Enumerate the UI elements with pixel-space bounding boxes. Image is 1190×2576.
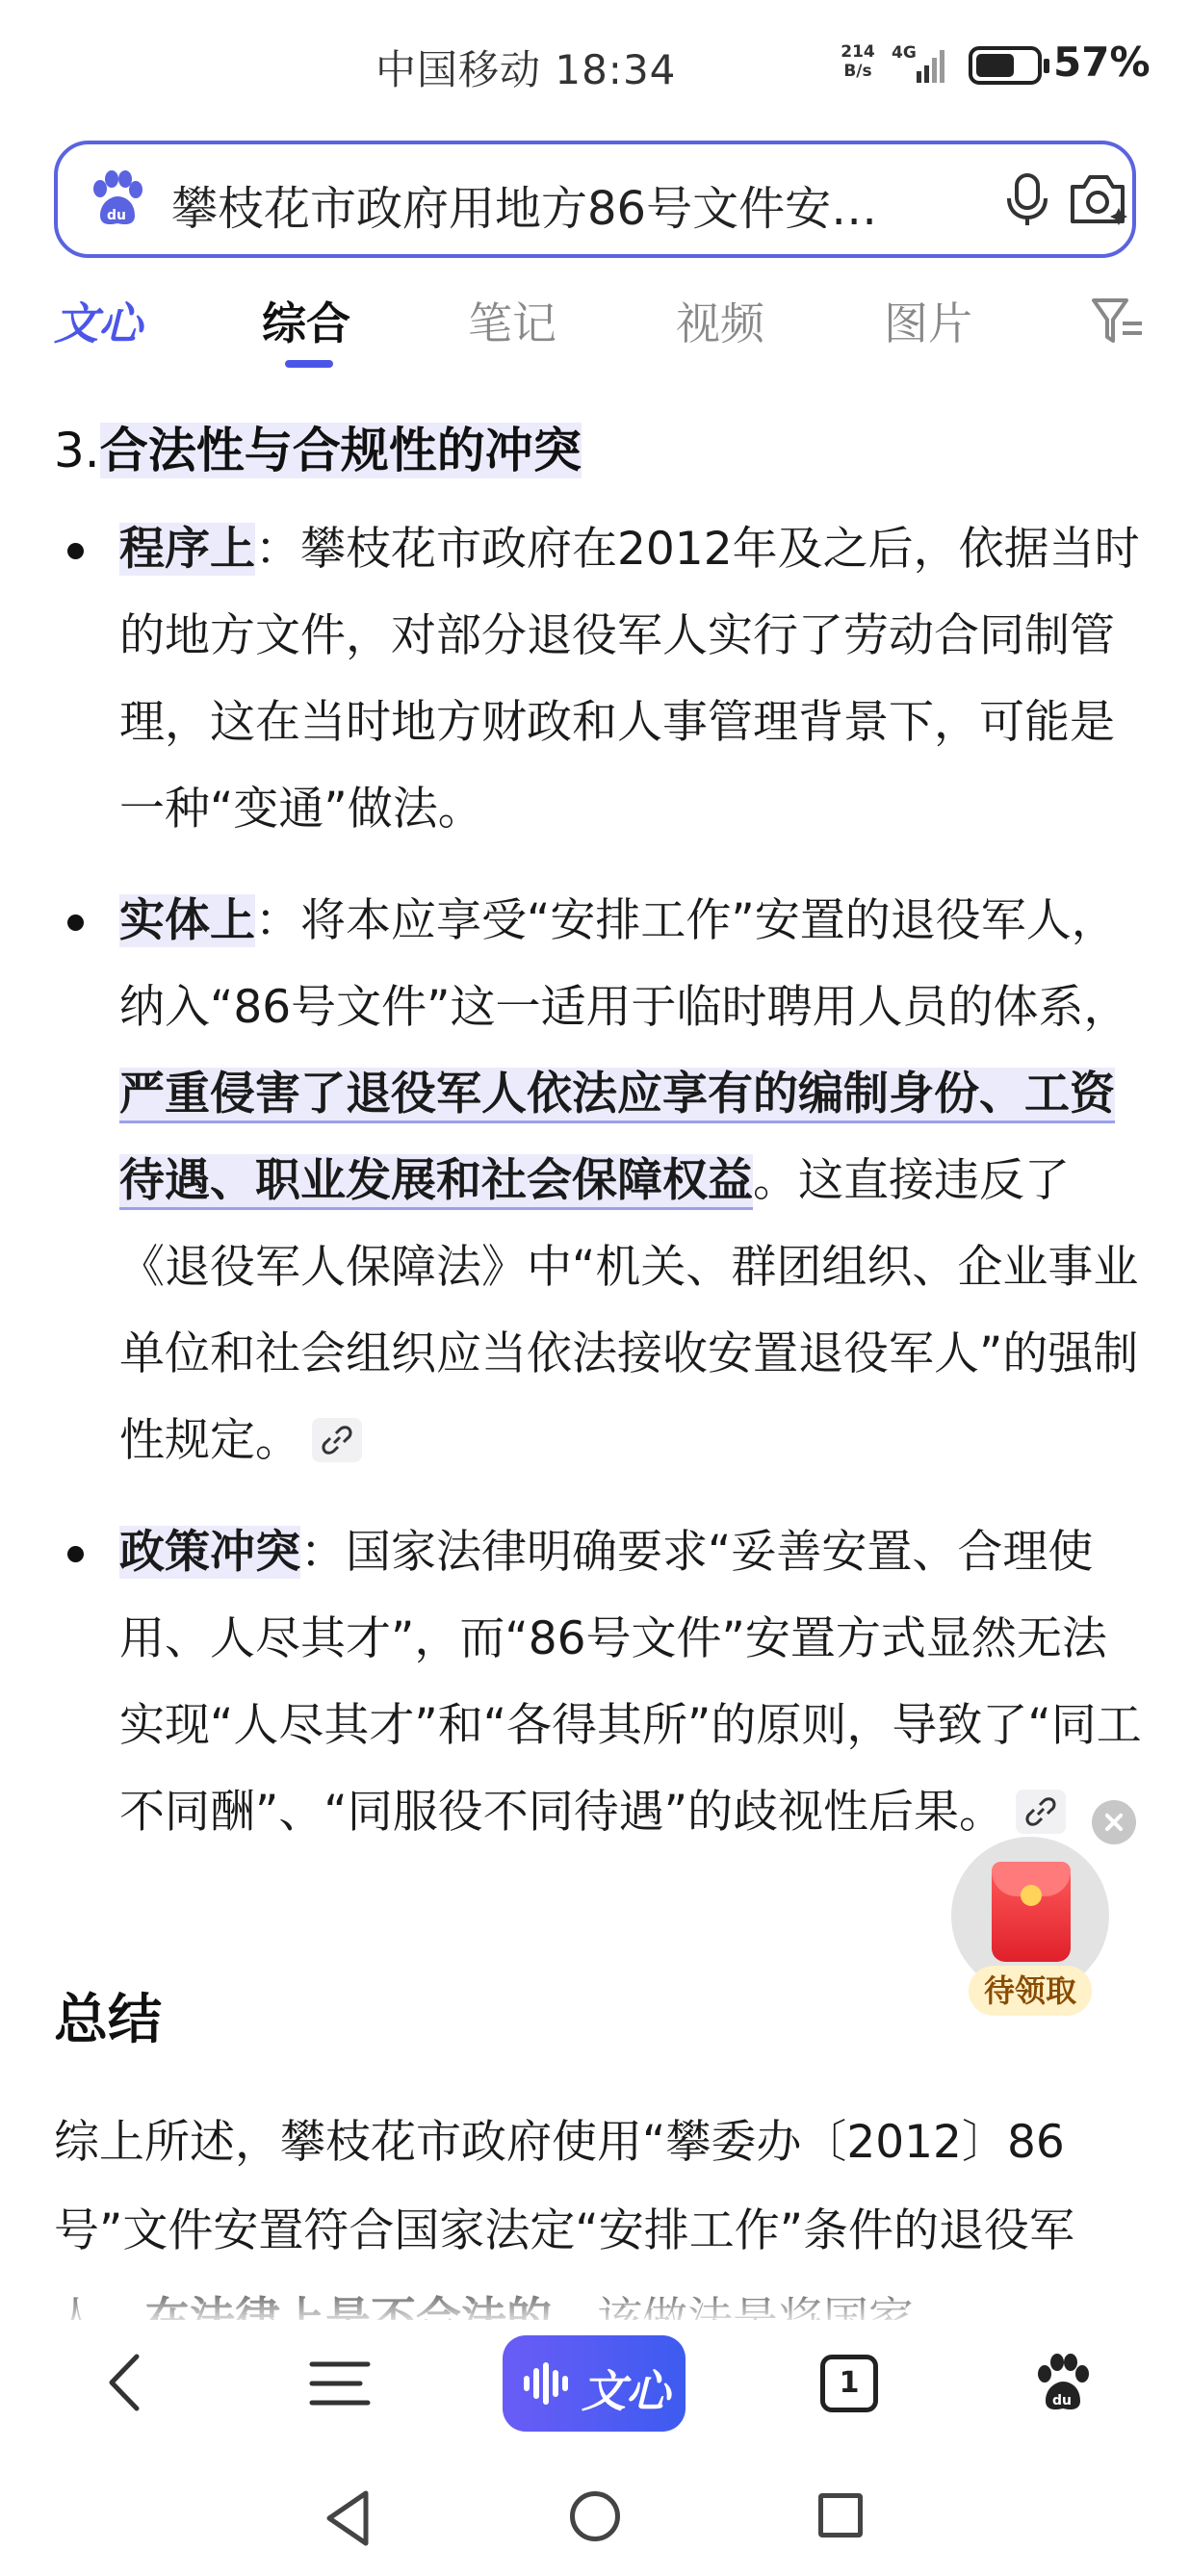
- bullet-text: ：将本应享受“安排工作”安置的退役军人，纳入“86号文件”这一适用于临时聘用人员的体系，: [119, 894, 1129, 1034]
- status-bar: [0, 0, 1190, 125]
- voice-wave-icon: [522, 2362, 576, 2405]
- menu-icon[interactable]: [308, 2358, 372, 2409]
- system-back-icon[interactable]: [322, 2487, 379, 2549]
- wenxin-label: 文心: [582, 2365, 670, 2417]
- bullet-procedure: [119, 506, 1144, 853]
- bottom-toolbar: [0, 2320, 1190, 2445]
- source-link-icon[interactable]: [1016, 1790, 1066, 1834]
- result-tabs: [0, 279, 1190, 375]
- filter-icon[interactable]: [1088, 293, 1146, 350]
- section-heading: [54, 412, 582, 481]
- close-red-packet-icon[interactable]: [1092, 1800, 1136, 1844]
- baidu-paw-icon: [87, 169, 146, 229]
- bullet-term: 政策冲突: [119, 1526, 300, 1579]
- bullet-substance: [119, 878, 1144, 1484]
- svg-text:du: du: [1052, 2393, 1072, 2409]
- camera-search-icon[interactable]: [1067, 169, 1130, 229]
- battery-icon: [969, 46, 1042, 85]
- battery-fill: [976, 54, 1014, 77]
- wenxin-button[interactable]: [503, 2335, 686, 2432]
- summary-text-before: 综上所述，攀枝花市政府使用“攀委办〔2012〕86号”文件安置符合国家法定“安排工作”条件的退役军: [54, 2116, 1075, 2257]
- bullet-text-after: 。这直接违反了《退役军人保障法》中“机关、群团组织、企业事业单位和社会组织应当依法接收安置退役军人”的强制性规定。: [119, 1154, 1139, 1467]
- bullet-text: ：国家法律明确要求“妥善安置、合理使用、人尽其才”，而“86号文件”安置方式显然无法实现“人尽其才”和“各得其所”的原则，导致了“同工不同酬”、“同服役不同待遇”的歧视性后果。: [119, 1526, 1142, 1839]
- bullet-term: 实体上: [119, 894, 255, 947]
- microphone-icon[interactable]: [997, 169, 1057, 229]
- search-box[interactable]: [54, 141, 1136, 258]
- tab-notes[interactable]: 笔记: [468, 297, 556, 349]
- svg-text:du: du: [107, 208, 126, 223]
- signal-icon: [890, 42, 951, 85]
- section-title: 合法性与合规性的冲突: [99, 423, 582, 478]
- net-speed: [834, 42, 882, 81]
- bullet-emphasis: 严重侵害了退役军人依法应享有的编制身份、工资待遇、职业发展和社会保障权益: [119, 1068, 1115, 1210]
- coin-icon: [1021, 1885, 1042, 1906]
- tab-videos[interactable]: 视频: [676, 297, 764, 349]
- back-arrow-icon[interactable]: [98, 2351, 156, 2414]
- net-speed-value: 214: [841, 42, 875, 62]
- tab-comprehensive[interactable]: 综合: [262, 297, 350, 349]
- red-packet-label[interactable]: 待领取: [969, 1966, 1092, 2016]
- net-speed-unit: B/s: [843, 62, 872, 81]
- section-number: 3.: [54, 423, 100, 478]
- network-type: 4G: [892, 43, 917, 63]
- red-envelope-icon: [992, 1862, 1071, 1962]
- answer-content: [0, 385, 1190, 2310]
- bullet-policy-conflict: [119, 1509, 1144, 1856]
- baidu-home-icon[interactable]: [1032, 2353, 1094, 2414]
- battery-percent: 57%: [1053, 39, 1151, 86]
- system-home-icon[interactable]: [570, 2491, 620, 2541]
- carrier-time: 中国移动 18:34: [375, 46, 677, 93]
- search-query[interactable]: 攀枝花市政府用地方86号文件安…: [171, 182, 878, 236]
- bullet-text: ：攀枝花市政府在2012年及之后，依据当时的地方文件，对部分退役军人实行了劳动合同制管理，这在当时地方财政和人事管理背景下，可能是一种“变通”做法。: [119, 523, 1140, 836]
- system-recent-apps-icon[interactable]: [818, 2493, 863, 2537]
- tab-count-button[interactable]: 1: [820, 2355, 878, 2412]
- source-link-icon[interactable]: [312, 1418, 362, 1462]
- tab-wenxin[interactable]: 文心: [54, 297, 142, 349]
- summary-title: 总结: [54, 1989, 162, 2051]
- tab-images[interactable]: 图片: [884, 297, 972, 349]
- active-tab-indicator: [285, 360, 333, 368]
- bullet-term: 程序上: [119, 523, 255, 576]
- system-navigation-bar: [0, 2464, 1190, 2576]
